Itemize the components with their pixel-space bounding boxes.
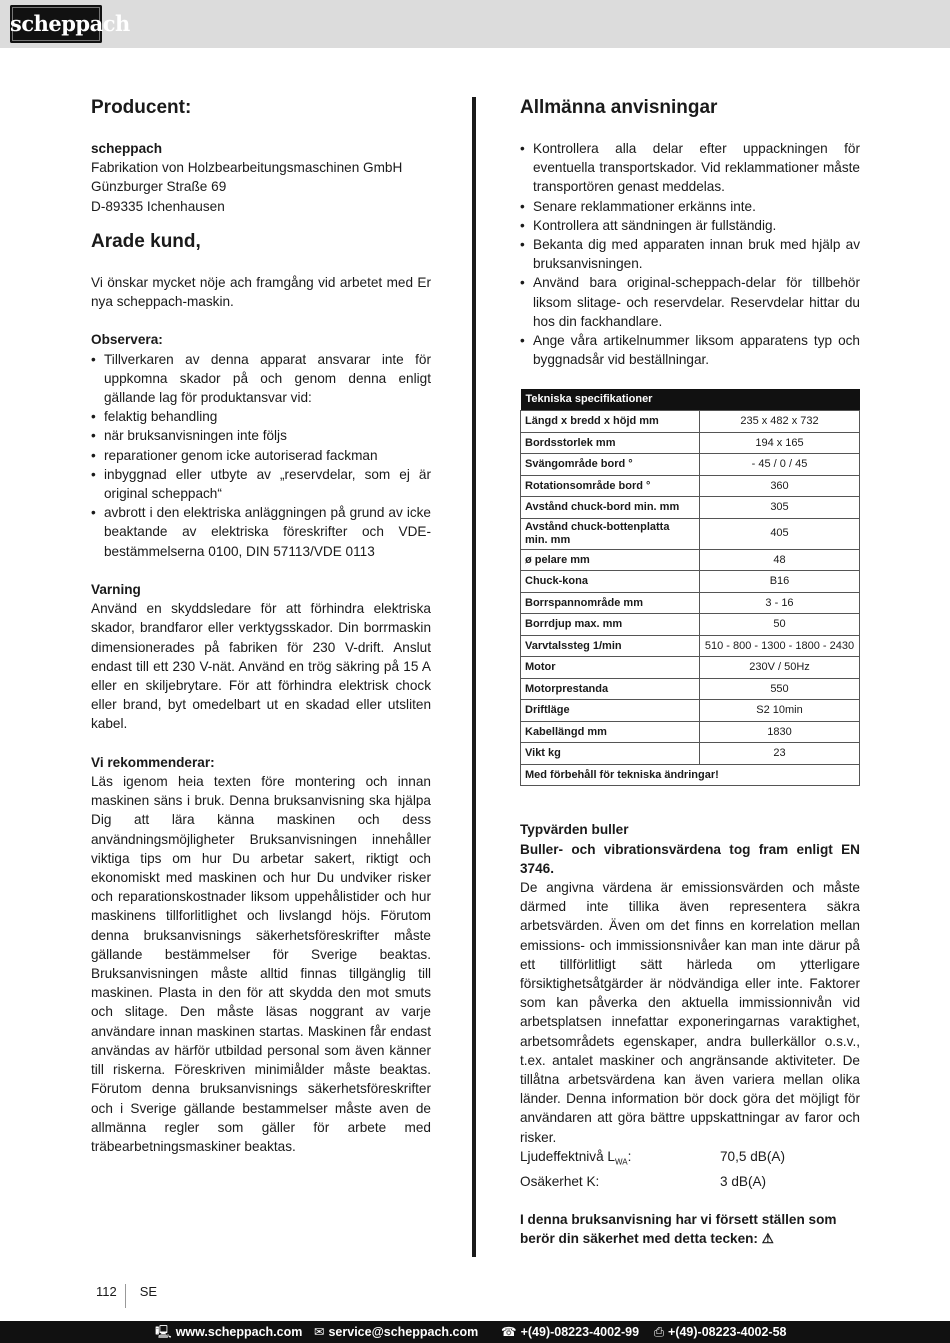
email-item[interactable]: [314, 1321, 478, 1343]
list-item: • felaktig behandling: [91, 407, 431, 426]
spec-value: 510 - 800 - 1300 - 1800 - 2430: [700, 635, 860, 657]
spec-row: [521, 743, 860, 765]
spec-row: [521, 657, 860, 679]
spec-label: Chuck-kona: [521, 571, 700, 593]
observe-list: [91, 350, 431, 561]
envelope-icon: ✉: [314, 1325, 325, 1339]
spec-label: Avstånd chuck-bottenplatta min. mm: [521, 518, 700, 549]
sound-power-row: [520, 1147, 860, 1172]
noise-heading: Typvärden buller: [520, 822, 629, 838]
spec-value: 50: [700, 614, 860, 636]
spec-row: [521, 700, 860, 722]
spec-label: Vikt kg: [521, 743, 700, 765]
producer-line: Fabrikation von Holzbearbeitungsmaschinen GmbH: [91, 160, 403, 176]
list-item: • Ange våra artikelnummer liksom apparatens typ och byggnadsår vid beställningar.: [520, 331, 860, 369]
computer-icon: 🖳: [155, 1325, 172, 1339]
fax-item: [654, 1321, 787, 1343]
email-link[interactable]: service@scheppach.com: [328, 1325, 479, 1339]
spec-label: Bordsstorlek mm: [521, 432, 700, 454]
spec-label: Borrdjup max. mm: [521, 614, 700, 636]
spec-row: [521, 475, 860, 497]
observe-heading: Observera:: [91, 332, 163, 348]
recommend-text: Läs igenom heia texten före montering och innan maskinen säns i bruk. Denna bruksanvisning ska hjälpa Dig att lära känna maskinen och dess användningsmöjligheter Bruksanvisningen innehåller viktiga tips om hur Du arbetar sakert, riktigt och ekonomiskt med maskinen och hur Du undviker risker och reparationskostnader liksom uppehålistider och hur maskinens tillforlitlighet och livslangd höjs. Förutom denna bruksanvisnings säkerhetsföreskrifter måste gällande bestämmelser för Sverige beaktas. Bruksanvisningen måste alltid finnas tillgänglig till maskinen. Plasta in den för att skydda den mot smuts och slitage. Den måste läsas noggrant av varje användare innan maskinen startas. Maskinen får endast användas av härför utbildad personal som även känner till riskerna. Föreskriven minimiålder måste beaktas. Förutom denna bruksanvisnings säkerhetsföreskrifter och i Sverige gällande bestammelser måste aven de allmänna regler som gäller för arbete med träbearbetningsmaskiner beaktas.: [91, 774, 431, 1154]
spec-value: 405: [700, 518, 860, 549]
spec-label: Rotationsområde bord °: [521, 475, 700, 497]
list-item: • Senare reklammationer erkänns inte.: [520, 197, 860, 216]
spec-value: 1830: [700, 721, 860, 743]
list-item: • Tillverkaren av denna apparat ansvarar inte för uppkomna skador på och genom denna enligt gällande lag för produktansvar vid:: [91, 350, 431, 408]
column-divider: [472, 97, 476, 1257]
spec-value: 360: [700, 475, 860, 497]
spec-row: [521, 497, 860, 519]
spec-label: ø pelare mm: [521, 549, 700, 571]
spec-table: [520, 389, 860, 786]
list-item: • Använd bara original-scheppach-delar för tillbehör liksom slitage- och reservdelar. Reservdelar hittar du hos din fackhandlare.: [520, 273, 860, 331]
producer-name: scheppach: [91, 141, 163, 156]
recommend-heading: Vi rekommenderar:: [91, 754, 215, 770]
safety-note: I denna bruksanvisning har vi försett ställen som berör din säkerhet med detta tecken: ⚠: [520, 1212, 837, 1247]
sound-power-value: 70,5 dB(A): [720, 1148, 785, 1164]
fax-number: +(49)-08223-4002-58: [668, 1325, 787, 1339]
spec-value: 194 x 165: [700, 432, 860, 454]
spec-value: 48: [700, 549, 860, 571]
spec-value: 305: [700, 497, 860, 519]
spec-value: 235 x 482 x 732: [700, 411, 860, 433]
spec-row: [521, 549, 860, 571]
spec-row: [521, 635, 860, 657]
spec-row: [521, 592, 860, 614]
spec-value: S2 10min: [700, 700, 860, 722]
warning-text: Använd en skyddsledare för att förhindra elektriska skador, brandfaror eller verktygsskador. Din borrmaskin dimensionerades på fabriken för 230 V-drift. Anslut endast till ett 230 V-nät. Använd en trög säkring på 15 A eller en skiljebrytare. För att förhindra elektrisk chock eller brand, byt omedelbart ut en skadad eller utsliten kabel.: [91, 601, 431, 732]
list-item: • inbyggnad eller utbyte av „reservdelar, som ej är original scheppach“: [91, 465, 431, 503]
producer-line: D-89335 Ichenhausen: [91, 198, 225, 214]
list-item: • Bekanta dig med apparaten innan bruk med hjälp av bruksanvisningen.: [520, 235, 860, 273]
spec-row: [521, 678, 860, 700]
right-column: [520, 96, 860, 1249]
page-footer: [96, 1284, 157, 1308]
spec-row: [521, 571, 860, 593]
list-item: • när bruksanvisningen inte följs: [91, 426, 431, 445]
sound-power-sub: WA: [614, 1157, 628, 1167]
spec-label: Borrspannområde mm: [521, 592, 700, 614]
noise-text: De angivna värdena är emissionsvärden och måste därmed inte tillika även representera säkra arbetsvärden. Även om det finns en korrelation mellan emissions- och immissionsnivåer kan man inte därur på ett tillförlitligt sätt härleda om ytterligare försiktighetsåtgärder är nödvändiga eller inte. Faktorer som kan påverka den aktuella immissionnivån vid arbetsplatsen innefattar exponeringarnas varaktighet, arbetsområdets egenskaper, andra bullerkällor o.s.v., t.ex. antalet maskiner och angränsande aktiviteter. De tillåtna arbetsvärdena kan även variera mellan olika länder. Denna information bör dock göra det möjligt för användaren att göra bättre uppskattningar av faror och risker.: [520, 880, 860, 1145]
general-heading: Allmänna anvisningar: [520, 97, 718, 118]
spec-row: [521, 454, 860, 476]
spec-row: [521, 432, 860, 454]
spec-label: Varvtalssteg 1/min: [521, 635, 700, 657]
uncertainty-value: 3 dB(A): [720, 1173, 767, 1189]
spec-row: [521, 411, 860, 433]
list-item: • reparationer genom icke autoriserad fackman: [91, 446, 431, 465]
spec-row: [521, 721, 860, 743]
website-item[interactable]: [155, 1321, 302, 1343]
website-link[interactable]: www.scheppach.com: [175, 1325, 303, 1339]
uncertainty-label: Osäkerhet K:: [520, 1173, 600, 1189]
header-bar: [0, 0, 950, 48]
spec-label: Motorprestanda: [521, 678, 700, 700]
spec-table-title: Tekniska specifikationer: [521, 389, 860, 411]
list-item: • Kontrollera att sändningen är fullständig.: [520, 216, 860, 235]
spec-label: Avstånd chuck-bord min. mm: [521, 497, 700, 519]
sound-power-colon: :: [627, 1148, 632, 1164]
spec-row: [521, 614, 860, 636]
spec-value: B16: [700, 571, 860, 593]
spec-label: Svängområde bord °: [521, 454, 700, 476]
producer-line: Günzburger Straße 69: [91, 179, 227, 195]
spec-value: 3 - 16: [700, 592, 860, 614]
contact-bar: [0, 1321, 950, 1343]
greeting-heading: Arade kund,: [91, 230, 201, 252]
spec-row: [521, 518, 860, 549]
sound-power-label: Ljudeffektnivå L: [520, 1148, 615, 1164]
spec-label: Motor: [521, 657, 700, 679]
spec-value: - 45 / 0 / 45: [700, 454, 860, 476]
list-item: • Kontrollera alla delar efter uppackningen för eventuella transportskador. Vid reklammationer måste transportören genast meddelas.: [520, 139, 860, 197]
fax-icon: ⎙: [654, 1325, 665, 1339]
list-item: • avbrott i den elektriska anläggningen på grund av icke beaktande av elektriska föreskrifter och VDE-bestämmelserna 0100, DIN 57113/VDE 0113: [91, 503, 431, 561]
page-number: 112: [96, 1284, 126, 1308]
noise-subheading: Buller- och vibrationsvärdena tog fram enligt EN 3746.: [520, 841, 860, 876]
telephone-icon: ☎: [501, 1325, 517, 1339]
uncertainty-row: [520, 1172, 860, 1191]
greeting-text: Vi önskar mycket nöje ach framgång vid arbetet med Er nya scheppach-maskin.: [91, 274, 431, 310]
spec-value: 550: [700, 678, 860, 700]
spec-value: 23: [700, 743, 860, 765]
spec-value: 230V / 50Hz: [700, 657, 860, 679]
spec-label: Kabellängd mm: [521, 721, 700, 743]
phone-number: +(49)-08223-4002-99: [520, 1325, 640, 1339]
phone-item: [501, 1321, 639, 1343]
spec-label: Längd x bredd x höjd mm: [521, 411, 700, 433]
warning-heading: Varning: [91, 582, 141, 598]
left-column: [91, 96, 431, 1156]
producer-heading: Producent:: [91, 97, 192, 118]
spec-table-note: Med förbehåll för tekniska ändringar!: [521, 764, 860, 786]
general-list: [520, 139, 860, 369]
language-code: SE: [139, 1284, 158, 1299]
spec-label: Driftläge: [521, 700, 700, 722]
scheppach-logo: scheppach: [10, 5, 102, 43]
